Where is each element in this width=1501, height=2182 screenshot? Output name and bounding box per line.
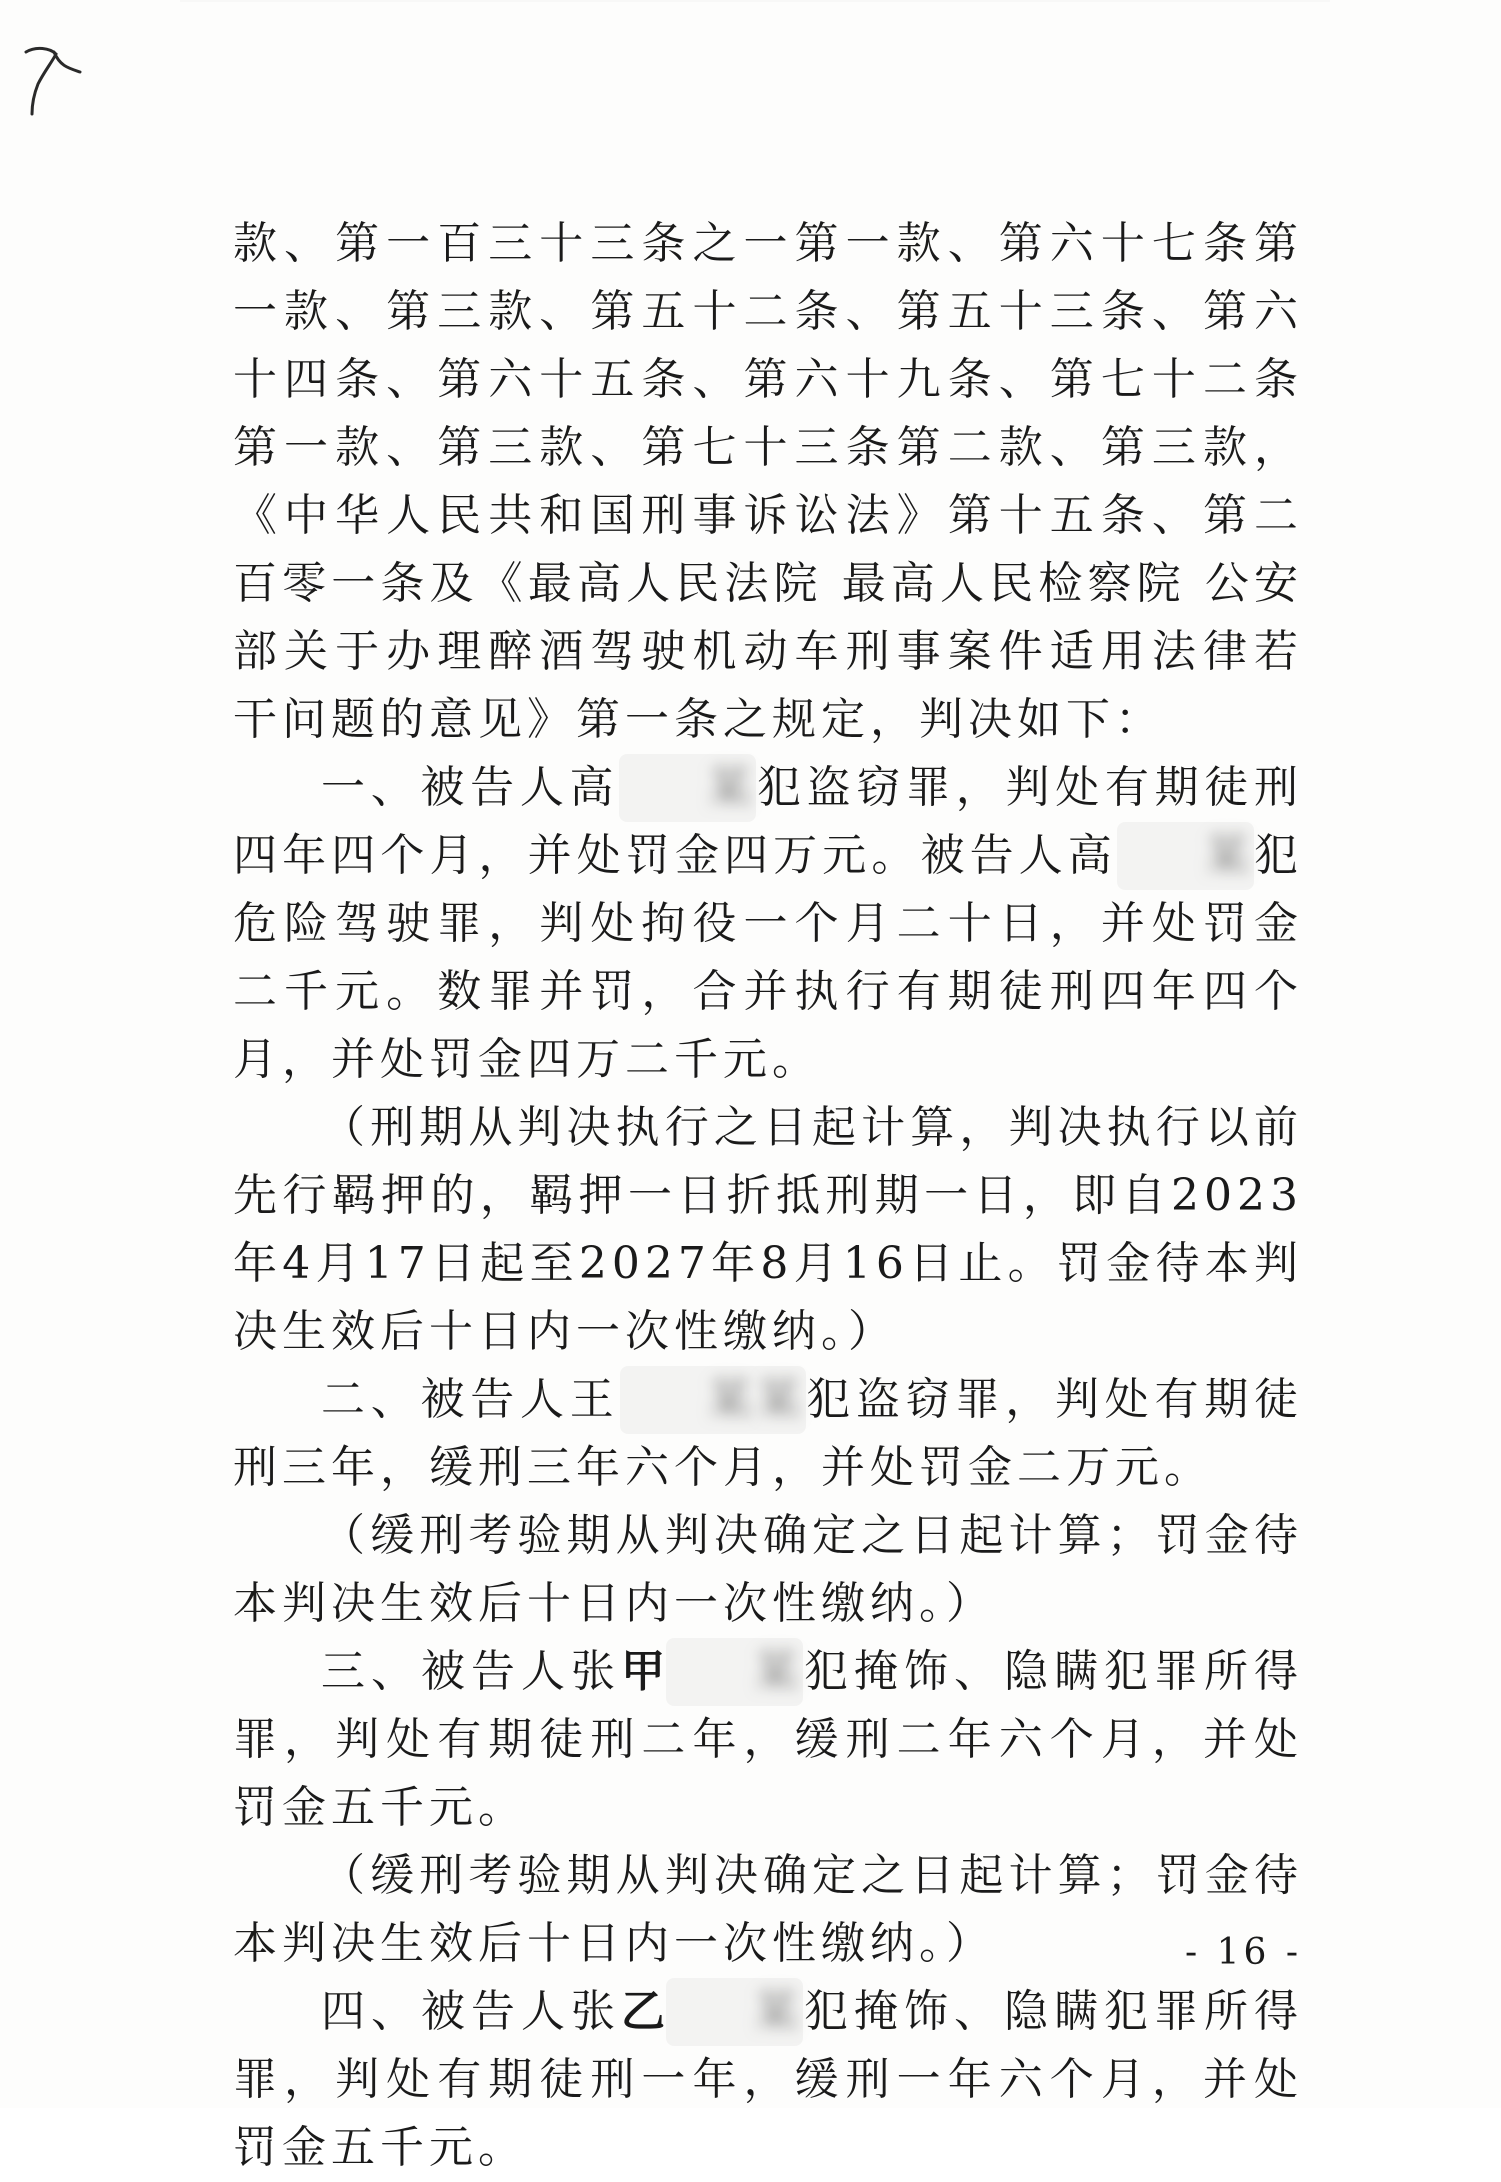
paragraph-legal-basis: 款、第一百三十三条之一第一款、第六十七条第一款、第三款、第五十二条、第五十三条、第六十四条、第六十五条、第六十九条、第七十二条第一款、第三款、第七十三条第二款、第三款，《中华人民共和国刑事诉讼法》第十五条、第二百零一条及《最高人民法院 最高人民检察院 公安部关于办理醉酒驾驶机动车刑事案件适用法律若干问题的意见》第一条之规定，判决如下： (233, 218, 1303, 745)
handwritten-page-mark (20, 38, 90, 118)
paragraph-sentence-note-1: （刑期从判决执行之日起计算，判决执行以前先行羁押的，羁押一日折抵刑期一日，即自2023年4月17日起至2027年8月16日止。罚金待本判决生效后十日内一次性缴纳。） (233, 1102, 1303, 1357)
verdict-1-end: 犯危险驾驶罪，判处拘役一个月二十日，并处罚金二千元。数罪并罚，合并执行有期徒刑四年四个月，并处罚金四万二千元。 (233, 830, 1304, 1085)
verdict-3-intro: 三、被告人张 (321, 1646, 621, 1697)
verdict-4-intro: 四、被告人张 (321, 1986, 621, 2037)
pseudonym-label: 甲 (621, 1646, 666, 1697)
paragraph-verdict-2 (233, 1366, 1303, 1502)
scan-artifact (180, 0, 1330, 2)
verdict-3-end: 犯掩饰、隐瞒犯罪所得罪，判处有期徒刑二年，缓刑二年六个月，并处罚金五千元。 (233, 1646, 1303, 1833)
paragraph-verdict-4 (233, 1978, 1303, 2182)
redacted-name: 某 (1117, 822, 1254, 890)
redacted-name: 某 (619, 754, 756, 822)
paragraph-verdict-3 (233, 1638, 1303, 1842)
paragraph-verdict-1 (233, 754, 1303, 1094)
redacted-name: 某 (666, 1638, 803, 1706)
pseudonym-label: 乙 (621, 1986, 666, 2037)
verdict-2-end: 犯盗窃罪，判处有期徒刑三年，缓刑三年六个月，并处罚金二万元。 (233, 1374, 1303, 1493)
verdict-1-intro: 一、被告人高 (321, 762, 620, 813)
verdict-1-mid: 犯盗窃罪，判处有期徒刑四年四个月，并处罚金四万元。被告人高 (233, 762, 1304, 881)
redacted-name: 某某 (620, 1366, 806, 1434)
paragraph-probation-note-1: （缓刑考验期从判决确定之日起计算；罚金待本判决生效后十日内一次性缴纳。） (233, 1510, 1303, 1629)
page-number: - 16 - (1185, 1932, 1303, 1973)
verdict-4-end: 犯掩饰、隐瞒犯罪所得罪，判处有期徒刑一年，缓刑一年六个月，并处罚金五千元。 (233, 1986, 1303, 2173)
verdict-2-intro: 二、被告人王 (321, 1374, 620, 1425)
paragraph-probation-note-2: （缓刑考验期从判决确定之日起计算；罚金待本判决生效后十日内一次性缴纳。） (233, 1850, 1303, 1969)
judgment-body (233, 210, 1303, 2182)
redacted-name: 某 (666, 1978, 803, 2046)
